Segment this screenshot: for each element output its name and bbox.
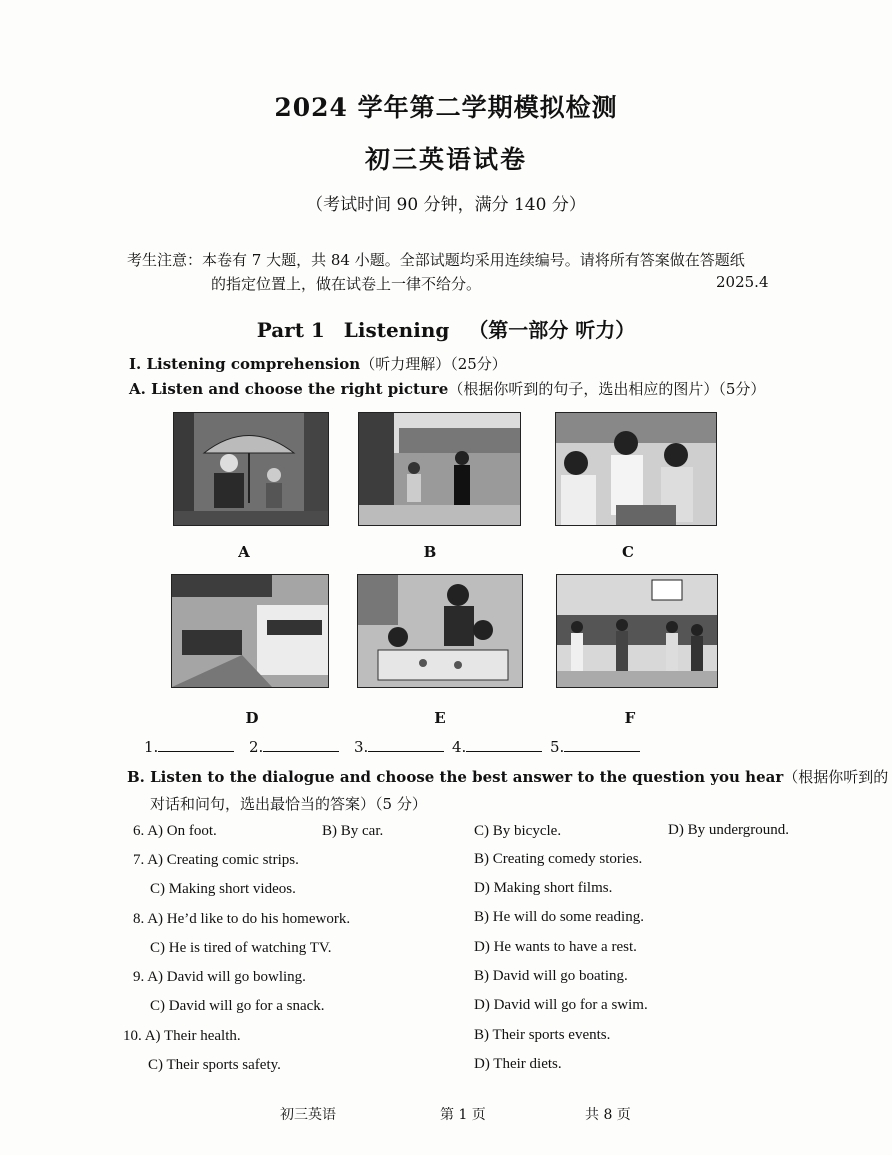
picture-f — [556, 574, 718, 688]
question-10 — [123, 1028, 241, 1045]
option-c[interactable]: C) He is tired of watching TV. — [150, 940, 332, 956]
question-number: 6. — [133, 823, 145, 839]
umbrella-scene-image — [174, 413, 328, 525]
answer-number-3: 3. — [354, 738, 369, 756]
option-a[interactable]: A) He’d like to do his homework. — [147, 911, 351, 927]
part-heading — [0, 314, 892, 343]
picture-label-d: D — [245, 709, 259, 727]
option-b[interactable]: B) David will go boating. — [474, 968, 628, 984]
section-a-cn: （根据你听到的句子，选出相应的图片）（5分） — [448, 380, 766, 398]
question-number: 7. — [133, 852, 145, 868]
picture-e — [357, 574, 523, 688]
option-c[interactable]: C) By bicycle. — [474, 823, 562, 839]
picture-label-e: E — [434, 709, 446, 727]
option-d[interactable]: D) By underground. — [668, 822, 789, 838]
notice-line2: 的指定位置上，做在试卷上一律不给分。 — [211, 275, 482, 293]
street-scene-image — [359, 413, 520, 525]
teacher-students-image — [358, 575, 522, 687]
part-name: Listening — [343, 318, 450, 342]
basketball-scene-image — [557, 575, 717, 687]
option-a[interactable]: A) Creating comic strips. — [147, 852, 299, 868]
section-a-heading — [129, 378, 765, 399]
picture-label-b: B — [423, 543, 437, 561]
picture-c — [555, 412, 717, 526]
option-b[interactable]: B) Their sports events. — [474, 1027, 611, 1043]
picture-b — [358, 412, 521, 526]
exam-subtitle: 初三英语试卷 — [364, 145, 527, 174]
answer-number-1: 1. — [144, 738, 159, 756]
picture-label-a: A — [238, 543, 250, 561]
section-b-cn-tail: （根据你听到的 — [783, 768, 889, 786]
footer-page: 第 1 页 — [440, 1107, 486, 1123]
option-d[interactable]: D) David will go for a swim. — [474, 997, 648, 1013]
part-label: Part 1 — [256, 318, 325, 342]
question-number: 9. — [133, 969, 145, 985]
picture-a — [173, 412, 329, 526]
option-a[interactable]: A) Their health. — [144, 1028, 241, 1044]
section-b-heading — [127, 766, 888, 787]
section-1-title: I. Listening comprehension — [129, 355, 361, 373]
answer-blank-1[interactable] — [144, 737, 234, 756]
picture-label-c: C — [622, 543, 634, 561]
exam-info: （考试时间 90 分钟，满分 140 分） — [306, 195, 586, 215]
question-8 — [133, 911, 350, 928]
answer-number-5: 5. — [550, 738, 565, 756]
option-b[interactable]: B) By car. — [322, 823, 384, 839]
part-cn: （第一部分 听力） — [468, 318, 636, 342]
classroom-scene-image — [556, 413, 716, 525]
option-a[interactable]: A) On foot. — [147, 823, 217, 839]
option-c[interactable]: C) Making short videos. — [150, 881, 296, 897]
answer-blank-2[interactable] — [249, 737, 339, 756]
question-9 — [133, 969, 306, 986]
answer-blank-4[interactable] — [452, 737, 542, 756]
option-c[interactable]: C) Their sports safety. — [148, 1057, 281, 1073]
exam-title: 2024 学年第二学期模拟检测 — [274, 93, 618, 122]
option-b[interactable]: B) Creating comedy stories. — [474, 851, 643, 867]
answer-blank-3[interactable] — [354, 737, 444, 756]
footer-subject: 初三英语 — [280, 1107, 336, 1123]
picture-label-f: F — [624, 709, 636, 727]
answer-number-2: 2. — [249, 738, 264, 756]
section-b-cn-line2: 对话和问句，选出最恰当的答案）（5 分） — [150, 795, 427, 813]
question-6 — [133, 823, 217, 840]
section-a-title: A. Listen and choose the right picture — [129, 380, 449, 398]
option-d[interactable]: D) Making short films. — [474, 880, 613, 896]
option-d[interactable]: D) He wants to have a rest. — [474, 939, 637, 955]
answer-blank-5[interactable] — [550, 737, 640, 756]
question-number: 8. — [133, 911, 145, 927]
option-d[interactable]: D) Their diets. — [474, 1056, 562, 1072]
notice-date: 2025.4 — [716, 273, 769, 291]
section-1-cn: （听力理解）（25分） — [360, 355, 507, 373]
section-b-title: B. Listen to the dialogue and choose the best answer to the question you hear — [127, 768, 784, 786]
option-c[interactable]: C) David will go for a snack. — [150, 998, 325, 1014]
footer-total: 共 8 页 — [585, 1107, 631, 1123]
question-7 — [133, 852, 299, 869]
notice-line1: 考生注意：本卷有 7 大题，共 84 小题。全部试题均采用连续编号。请将所有答案做在答题纸 — [127, 251, 745, 269]
option-a[interactable]: A) David will go bowling. — [147, 969, 306, 985]
picture-d — [171, 574, 329, 688]
option-b[interactable]: B) He will do some reading. — [474, 909, 644, 925]
question-number: 10. — [123, 1028, 142, 1044]
train-platform-image — [172, 575, 328, 687]
answer-number-4: 4. — [452, 738, 467, 756]
section-1-heading — [129, 353, 507, 374]
